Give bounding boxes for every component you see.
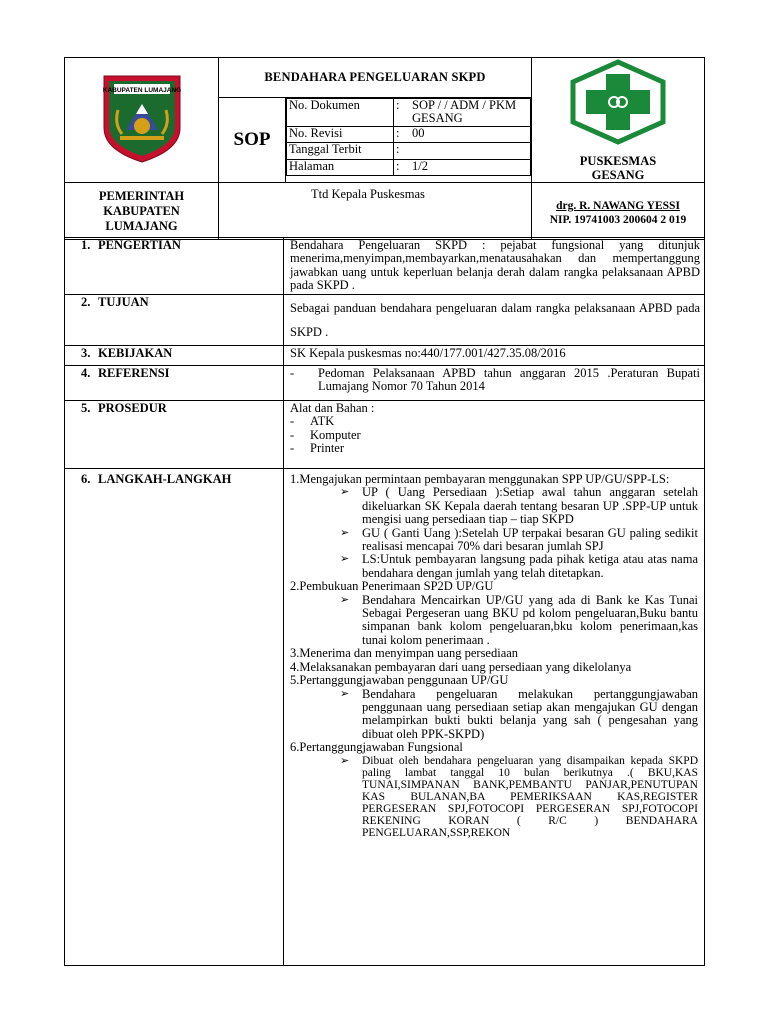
meta-colon: : — [394, 159, 409, 175]
section-referensi: 4. REFERENSI - Pedoman Pelaksanaan APBD tahun anggaran 2015 .Peraturan Bupati Lumajang Nomor 70 Tahun 2014 — [65, 366, 705, 401]
section-text: SK Kepala puskesmas no:440/177.001/427.35.08/2016 — [284, 346, 705, 366]
meta-label: Halaman — [287, 159, 394, 175]
puskesmas-name: PUSKESMAS GESANG — [579, 154, 657, 182]
meta-value — [408, 143, 531, 159]
sub-step — [340, 594, 698, 648]
signer-name: drg. R. NAWANG YESSI — [556, 200, 680, 212]
sop-label: SOP — [219, 97, 286, 182]
lumajang-emblem-icon — [96, 70, 188, 166]
step-text: Menerima dan menyimpan uang persediaan — [299, 646, 519, 661]
meta-row-tanggal-terbit — [287, 143, 531, 159]
arrow-bullet-icon: ➢ — [340, 687, 350, 700]
section-tujuan — [65, 295, 705, 346]
section-text: Pedoman Pelaksanaan APBD tahun anggaran 2015 .Peraturan Bupati Lumajang Nomor 70 Tahun 2014 — [318, 366, 700, 394]
step-text: Melaksanakan pembayaran dari uang persediaan yang dikelolanya — [299, 659, 632, 674]
signer-nip: NIP. 19741003 200604 2 019 — [549, 214, 687, 226]
meta-label: Tanggal Terbit — [287, 143, 394, 159]
list-item: - ATK — [290, 414, 335, 429]
meta-colon: : — [394, 143, 409, 159]
step-number: 2. — [290, 579, 300, 594]
steps-list — [290, 473, 698, 839]
sub-step — [340, 553, 698, 580]
sub-step-text: Bendahara pengeluaran melakukan pertanggungjawaban penggunaan uang persediaan setiap akan mengajukan GU dengan melampirkan bukti bukti belanja yang sah ( pengesahan yang dibuat oleh PPK-SKPD) — [362, 686, 698, 741]
step-text: Pembukuan Penerimaan SP2D UP/GU — [299, 579, 494, 594]
section-label: 3. KEBIJAKAN — [65, 346, 284, 366]
section-text: Bendahara Pengeluaran SKPD : pejabat fungsional yang ditunjuk menerima,menyimpan,membayarkan,menatausahakan dan mempertanggung jawabkan uang untuk keperluan belanja derah dalam rangka pelaksanaan APBD pada SKPD . — [284, 238, 705, 295]
signature-block — [532, 183, 705, 240]
sub-step — [340, 486, 698, 526]
sub-step-text: Bendahara Mencairkan UP/GU yang ada di Bank ke Kas Tunai Sebagai Pergeseran uang BKU pd kolom pengeluaran,Buku bantu simpanan bank kolom pengeluaran,bku kolom penerimaan,kas tunai kolom penerimaan . — [362, 592, 698, 647]
sub-step-text: Dibuat oleh bendahara pengeluaran yang disampaikan kepada SKPD paling lambat tanggal 10 bulan berikutnya .( BKU,KAS TUNAI,SIMPANAN BANK,PEMBANTU PANJAR,PENUTUPAN KAS BULANAN,BA PEMERIKSAAN KAS,REGISTER PERGESERAN SPJ,FOTOCOPI PERGESERAN SPJ,FOTOCOPI REKENING KORAN ( R/C ) BENDAHARA PENGELUARAN,SSP,REKON — [362, 754, 698, 839]
svg-text:KABUPATEN LUMAJANG: KABUPATEN LUMAJANG — [102, 86, 181, 94]
step-number: 6. — [290, 740, 300, 755]
section-label: 6. LANGKAH-LANGKAH — [65, 469, 284, 966]
sub-step-text: GU ( Ganti Uang ):Setelah UP terpakai besaran GU paling sedikit realisasi mencapai 70% dari besaran jumlah SPJ — [362, 525, 698, 554]
meta-value: SOP / / ADM / PKM GESANG — [408, 98, 531, 126]
list-item: - Komputer — [290, 427, 361, 442]
sub-step-text: LS:Untuk pembayaran langsung pada pihak ketiga atau atas nama bendahara dengan jumlah yang telah ditetapkan. — [362, 552, 698, 580]
puskesmas-logo-cell — [532, 58, 705, 183]
step-text: Pertanggungjawaban penggunaan UP/GU — [299, 673, 509, 688]
meta-row-halaman — [287, 159, 531, 175]
meta-value: 1/2 — [408, 159, 531, 175]
arrow-bullet-icon: ➢ — [340, 593, 350, 606]
meta-colon: : — [394, 126, 409, 142]
sop-body-table — [64, 237, 705, 966]
sub-step-text: UP ( Uang Persediaan ):Setiap awal tahun anggaran setelah dikeluarkan SK Kepala daerah tentang besaran UP .SPP-UP untuk mengisi uang persediaan tiap – tiap SKPD — [362, 485, 698, 527]
lumajang-logo-cell — [65, 58, 219, 183]
step-text: Pertanggungjawaban Fungsional — [299, 740, 463, 755]
section-label: 5. PROSEDUR — [65, 401, 284, 469]
sub-step — [340, 755, 698, 839]
section-prosedur — [65, 401, 705, 469]
section-label: 2. TUJUAN — [65, 295, 284, 346]
puskesmas-logo-icon — [568, 59, 668, 145]
list-item: - Printer — [290, 441, 345, 456]
meta-row-no-revisi — [287, 126, 531, 142]
step-number: 5. — [290, 673, 300, 688]
sub-step — [340, 688, 698, 742]
sub-step — [340, 527, 698, 554]
arrow-bullet-icon: ➢ — [340, 754, 350, 767]
step-number: 3. — [290, 646, 300, 661]
section-label: 4. REFERENSI — [65, 366, 284, 401]
step-number: 1. — [290, 472, 300, 486]
government-name: PEMERINTAH KABUPATEN LUMAJANG — [65, 183, 219, 240]
ttd-label: Ttd Kepala Puskesmas — [219, 183, 532, 240]
arrow-bullet-icon: ➢ — [340, 526, 350, 539]
section-pengertian — [65, 238, 705, 295]
section-text: Sebagai panduan bendahara pengeluaran dalam rangka pelaksanaan APBD pada SKPD . — [284, 295, 705, 346]
prosedur-intro: Alat dan Bahan : — [290, 401, 375, 415]
step-item — [290, 647, 698, 660]
step-item — [290, 674, 698, 741]
step-number: 4. — [290, 659, 300, 674]
step-item — [290, 741, 698, 838]
step-item — [290, 580, 698, 647]
meta-value: 00 — [408, 126, 531, 142]
section-langkah — [65, 469, 705, 966]
meta-label: No. Dokumen — [287, 98, 394, 126]
step-item — [290, 473, 698, 580]
meta-row-no-dokumen — [287, 98, 531, 126]
meta-label: No. Revisi — [287, 126, 394, 142]
meta-cell — [286, 97, 532, 182]
arrow-bullet-icon: ➢ — [340, 553, 350, 566]
step-text: Mengajukan permintaan pembayaran menggunakan SPP UP/GU/SPP-LS: — [299, 472, 670, 486]
meta-colon: : — [394, 98, 409, 126]
step-item — [290, 661, 698, 674]
section-kebijakan — [65, 346, 705, 366]
document-title: BENDAHARA PENGELUARAN SKPD — [219, 58, 532, 98]
arrow-bullet-icon: ➢ — [340, 486, 350, 499]
sop-header-table — [64, 57, 705, 240]
section-label: 1. PENGERTIAN — [65, 238, 284, 295]
